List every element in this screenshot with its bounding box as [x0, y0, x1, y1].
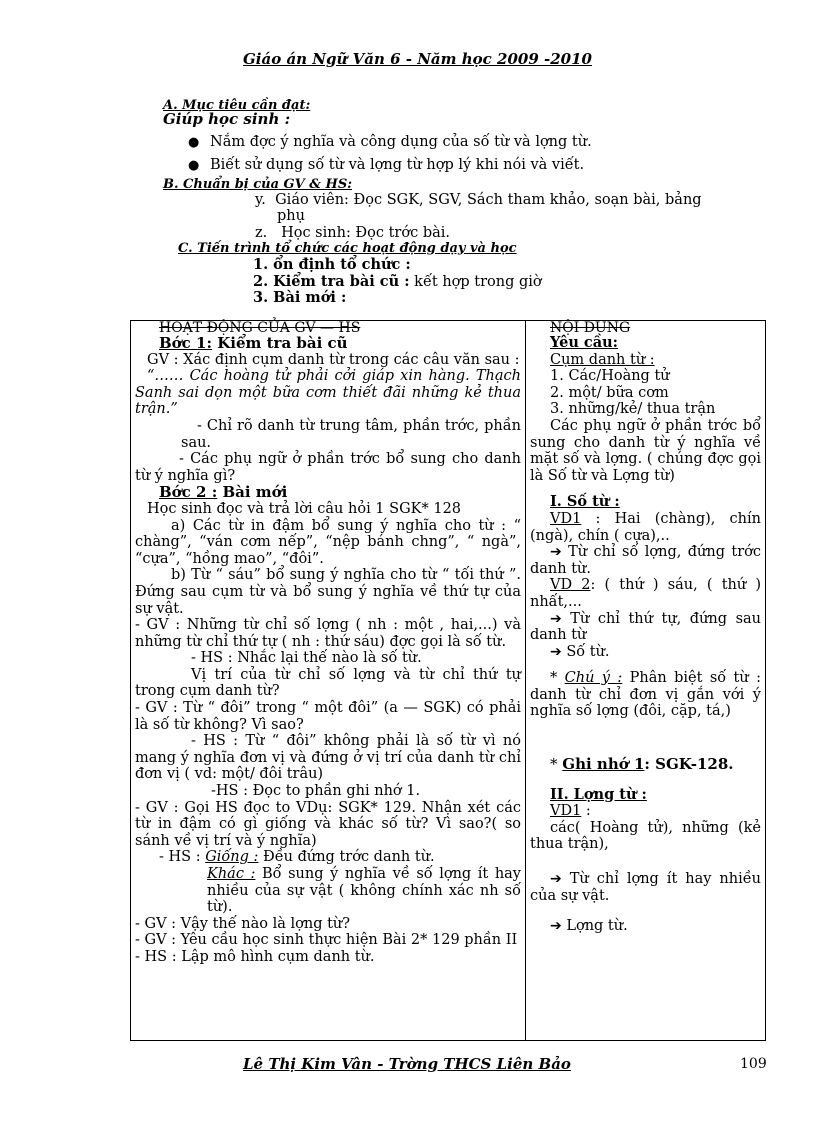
- hs-answer-5: - HS : Giống : Đều đứng trớc danh từ.: [159, 849, 435, 866]
- gv-explain-1: - GV : Những từ chỉ số lợng ( nh : một , hai,...) và những từ chỉ thứ tự ( nh : thứ sáu) đợc gọi là số từ.: [135, 617, 521, 650]
- gv-question-5: - GV : Vậy thế nào là lợng từ?: [135, 915, 351, 932]
- phrase-item: 3. những/kẻ/ thua trận: [550, 401, 716, 418]
- phrase-item: 1. Các/Hoàng tử: [550, 368, 670, 385]
- col-left-header: HOẠT ĐỘNG CỦA GV — HS: [159, 320, 361, 336]
- example-1-result: ➔ Từ chỉ số lợng, đứng trớc danh từ.: [530, 544, 761, 577]
- page-footer: Lê Thị Kim Vân - Trờng THCS Liên Bảo: [243, 1055, 571, 1073]
- gv-question-4: - GV : Gọi HS đọc to VDụ: SGK* 129. Nhận xét các từ in đậm có gì giống và khác số từ? Vì sao?( so sánh về vị trí và ý nghĩa): [135, 799, 521, 849]
- question-b: - Các phụ ngữ ở phần trớc bổ sung cho danh từ ý nghĩa gì?: [135, 451, 521, 484]
- so-tu-conclusion: ➔ Số từ.: [550, 643, 610, 660]
- section-so-tu: I. Số từ :: [550, 493, 620, 511]
- requirements-label: Yêu cầu:: [550, 334, 619, 351]
- hs-answer-5-khac: Khác : Bổ sung ý nghĩa về số lợng ít hay nhiều của sự vật ( không chính xác nh số từ).: [207, 866, 521, 916]
- example-2: VD 2: ( thứ ) sáu, ( thứ ) nhất,...: [530, 577, 761, 610]
- bullet-icon: ●: [188, 158, 200, 173]
- gv-task-6: - GV : Yêu cầu học sinh thực hiện Bài 2* 129 phần II: [135, 932, 518, 949]
- step-2: 2. Kiểm tra bài cũ : kết hợp trong giờ: [253, 273, 542, 290]
- answer-b: b) Từ “ sáu” bổ sung ý nghĩa cho từ “ tối thứ ”. Đứng sau cụm từ và bổ sung ý nghĩa về thứ tự của sự vật.: [135, 567, 521, 617]
- phrase-item: 2. một/ bữa cơm: [550, 384, 669, 401]
- arrow-right-icon: ➔: [550, 610, 562, 627]
- example-1: VD1 : Hai (chàng), chín (ngà), chín ( cựa),..: [530, 510, 761, 544]
- example-1b-result: ➔ Từ chỉ lợng ít hay nhiều của sự vật.: [530, 871, 762, 904]
- luong-tu-conclusion: ➔ Lợng từ.: [550, 918, 628, 935]
- content-column: [526, 321, 766, 1041]
- arrow-right-icon: ➔: [550, 544, 562, 561]
- section-c-title: C. Tiến trình tổ chức các hoạt động dạy và học: [178, 241, 517, 256]
- quote-text: “…… Các hoàng tử phải cởi giáp xin hàng. Thạch Sanh sai dọn một bữa cơm thiết đãi những kẻ thua trận.”: [135, 368, 521, 418]
- hs-answer-3: - HS : Từ “ đôi” không phải là số từ vì nó mang ý nghĩa đơn vị và đứng ở vị trí của danh từ chỉ đơn vị ( vd: một/ đôi trâu): [135, 733, 521, 783]
- section-b-title: B. Chuẩn bị của GV & HS:: [163, 177, 353, 192]
- remember-1: * Ghi nhớ 1: SGK-128.: [550, 755, 734, 774]
- section-a-title: A. Mục tiêu cần đạt:: [163, 98, 311, 113]
- example-1b-text: các( Hoàng tử), những (kẻ thua trận),: [530, 819, 761, 853]
- prep-item-teacher-cont: phụ: [277, 208, 305, 224]
- gv-question-3: - GV : Từ “ đôi” trong “ một đôi” (a — SGK) có phải là số từ không? Vì sao?: [135, 700, 521, 733]
- modifier-note: Các phụ ngữ ở phần trớc bổ sung cho danh từ ý nghĩa về mặt số và lợng. ( chúng đợc gọi là Số từ và Lợng từ): [530, 417, 761, 484]
- hs-answer-1: Học sinh đọc và trả lời câu hỏi 1 SGK* 128: [147, 500, 462, 517]
- hs-answer-6: - HS : Lập mô hình cụm danh từ.: [135, 948, 375, 965]
- page-number: 109: [740, 1056, 767, 1072]
- prep-item-student: z. Học sinh: Đọc trớc bài.: [255, 225, 450, 241]
- step2-heading: Bớc 2 : Bài mới: [159, 483, 288, 502]
- step-1: 1. ổn định tổ chức :: [253, 256, 411, 273]
- gv-question-1: GV : Xác định cụm danh từ trong các câu văn sau :: [147, 351, 520, 368]
- bullet-item: ● Nắm đợc ý nghĩa và công dụng của số từ và lợng từ.: [188, 134, 592, 150]
- phrase-label: Cụm danh từ :: [550, 351, 655, 368]
- hs-answer-4: -HS : Đọc to phần ghi nhớ 1.: [211, 783, 421, 800]
- arrow-right-icon: ➔: [550, 643, 562, 660]
- page-header: Giáo án Ngữ Văn 6 - Năm học 2009 -2010: [243, 50, 592, 68]
- lesson-table: [130, 320, 766, 1041]
- position-question: Vị trí của từ chỉ số lợng và từ chỉ thứ tự trong cụm danh từ?: [135, 666, 521, 700]
- arrow-right-icon: ➔: [550, 918, 562, 935]
- col-right-header: NỘI DUNG: [550, 320, 631, 336]
- prep-item-teacher: y. Giáo viên: Đọc SGK, SGV, Sách tham khảo, soạn bài, bảng: [255, 192, 702, 208]
- question-a: - Chỉ rõ danh từ trung tâm, phần trớc, phần sau.: [181, 417, 521, 451]
- step1-heading: Bớc 1: Kiểm tra bài cũ: [159, 334, 348, 352]
- arrow-right-icon: ➔: [550, 871, 562, 888]
- bullet-icon: ●: [188, 135, 200, 150]
- section-luong-tu: II. Lợng từ :: [550, 785, 647, 803]
- step-3: 3. Bài mới :: [253, 289, 347, 306]
- answer-a: a) Các từ in đậm bổ sung ý nghĩa cho từ : “ chàng”, “ván cơm nếp”, “nệp bánh chng”, “ ngà”, “cựa”, “hồng mao”, “đôi”.: [135, 517, 521, 567]
- example-1b: VD1 :: [550, 803, 591, 820]
- activities-column: [131, 321, 526, 1041]
- example-2-result: ➔ Từ chỉ thứ tự, đứng sau danh từ: [530, 610, 762, 644]
- hs-answer-2: - HS : Nhắc lại thế nào là số từ.: [191, 650, 422, 667]
- note-chu-y: * Chú ý : Phân biệt số từ : danh từ chỉ đơn vị gắn với ý nghĩa số lợng (đôi, cặp, tá,): [530, 670, 761, 720]
- section-a-subtitle: Giúp học sinh :: [163, 110, 291, 128]
- bullet-item: ● Biết sử dụng số từ và lợng từ hợp lý khi nói và viết.: [188, 157, 585, 173]
